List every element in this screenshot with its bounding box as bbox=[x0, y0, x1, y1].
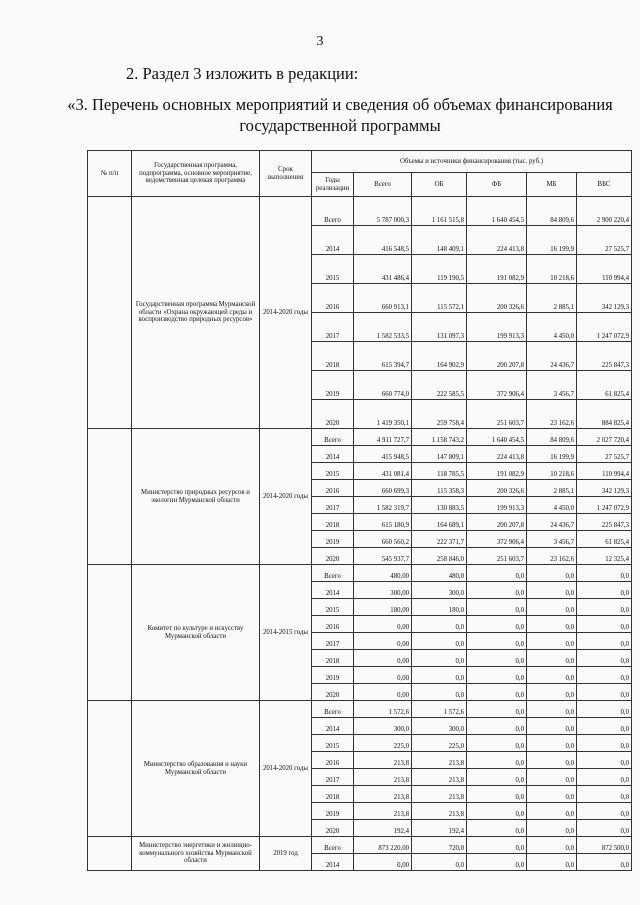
total-cell: 615 180,9 bbox=[354, 514, 412, 531]
ob-cell: 0,0 bbox=[412, 854, 467, 871]
year-cell: 2016 bbox=[312, 480, 354, 497]
vbs-cell: 0,0 bbox=[577, 650, 632, 667]
ob-cell: 259 758,4 bbox=[412, 400, 467, 429]
mb-cell: 0,0 bbox=[527, 582, 577, 599]
row-number-cell bbox=[88, 565, 132, 701]
mb-cell: 0,0 bbox=[527, 599, 577, 616]
vbs-cell: 0,0 bbox=[577, 684, 632, 701]
mb-cell: 4 450,0 bbox=[527, 313, 577, 342]
total-cell: 1 572,6 bbox=[354, 701, 412, 718]
vbs-cell: 0,0 bbox=[577, 820, 632, 837]
year-cell: Всего bbox=[312, 565, 354, 582]
ob-cell: 118 785,5 bbox=[412, 463, 467, 480]
header-program: Государственная программа, подпрограмма, основное мероприятие, ведомственная целевая программа bbox=[132, 151, 260, 197]
fb-cell: 0,0 bbox=[467, 803, 527, 820]
fb-cell: 0,0 bbox=[467, 582, 527, 599]
mb-cell: 0,0 bbox=[527, 769, 577, 786]
ob-cell: 720,0 bbox=[412, 837, 467, 854]
year-cell: 2017 bbox=[312, 633, 354, 650]
fb-cell: 199 913,3 bbox=[467, 497, 527, 514]
fb-cell: 0,0 bbox=[467, 616, 527, 633]
row-number-cell bbox=[88, 197, 132, 429]
mb-cell: 0,0 bbox=[527, 667, 577, 684]
page-number: 3 bbox=[316, 34, 324, 49]
ob-cell: 119 190,5 bbox=[412, 255, 467, 284]
mb-cell: 16 199,9 bbox=[527, 446, 577, 463]
mb-cell: 0,0 bbox=[527, 684, 577, 701]
vbs-cell: 225 847,3 bbox=[577, 514, 632, 531]
vbs-cell: 884 825,4 bbox=[577, 400, 632, 429]
mb-cell: 4 450,0 bbox=[527, 497, 577, 514]
fb-cell: 0,0 bbox=[467, 599, 527, 616]
fb-cell: 0,0 bbox=[467, 735, 527, 752]
fb-cell: 0,0 bbox=[467, 684, 527, 701]
ob-cell: 115 358,3 bbox=[412, 480, 467, 497]
year-cell: 2020 bbox=[312, 684, 354, 701]
year-cell: 2014 bbox=[312, 582, 354, 599]
vbs-cell: 0,0 bbox=[577, 565, 632, 582]
program-term: 2019 год bbox=[260, 837, 312, 871]
total-cell: 415 948,5 bbox=[354, 446, 412, 463]
fb-cell: 251 603,7 bbox=[467, 548, 527, 565]
financing-table bbox=[87, 150, 632, 871]
fb-cell: 372 906,4 bbox=[467, 371, 527, 400]
header-fb: ФБ bbox=[467, 173, 527, 197]
total-cell: 0,00 bbox=[354, 854, 412, 871]
fb-cell: 199 913,3 bbox=[467, 313, 527, 342]
ob-cell: 0,0 bbox=[412, 684, 467, 701]
mb-cell: 0,0 bbox=[527, 565, 577, 582]
mb-cell: 24 436,7 bbox=[527, 514, 577, 531]
year-cell: 2017 bbox=[312, 313, 354, 342]
fb-cell: 372 906,4 bbox=[467, 531, 527, 548]
fb-cell: 0,0 bbox=[467, 786, 527, 803]
fb-cell: 0,0 bbox=[467, 633, 527, 650]
mb-cell: 0,0 bbox=[527, 803, 577, 820]
mb-cell: 0,0 bbox=[527, 735, 577, 752]
fb-cell: 0,0 bbox=[467, 565, 527, 582]
vbs-cell: 342 129,3 bbox=[577, 284, 632, 313]
program-name: Министерство образования и науки Мурманской области bbox=[132, 701, 260, 837]
total-cell: 660 560,2 bbox=[354, 531, 412, 548]
mb-cell: 10 218,6 bbox=[527, 463, 577, 480]
ob-cell: 300,0 bbox=[412, 582, 467, 599]
ob-cell: 0,0 bbox=[412, 616, 467, 633]
mb-cell: 2 885,1 bbox=[527, 284, 577, 313]
program-name: Министерство энергетики и жилищно-коммунального хозяйства Мурманской области bbox=[132, 837, 260, 871]
ob-cell: 147 809,1 bbox=[412, 446, 467, 463]
year-cell: 2014 bbox=[312, 226, 354, 255]
vbs-cell: 0,0 bbox=[577, 599, 632, 616]
fb-cell: 1 640 454,5 bbox=[467, 197, 527, 226]
vbs-cell: 872 500,0 bbox=[577, 837, 632, 854]
vbs-cell: 61 825,4 bbox=[577, 371, 632, 400]
table-row bbox=[88, 565, 632, 582]
header-mb: МБ bbox=[527, 173, 577, 197]
header-volumes: Объемы и источники финансирования (тыс. руб.) bbox=[312, 151, 632, 173]
fb-cell: 0,0 bbox=[467, 718, 527, 735]
mb-cell: 3 456,7 bbox=[527, 531, 577, 548]
total-cell: 192,4 bbox=[354, 820, 412, 837]
mb-cell: 0,0 bbox=[527, 786, 577, 803]
total-cell: 615 394,7 bbox=[354, 342, 412, 371]
fb-cell: 0,0 bbox=[467, 837, 527, 854]
total-cell: 1 582 533,5 bbox=[354, 313, 412, 342]
row-number-cell bbox=[88, 701, 132, 837]
ob-cell: 258 846,0 bbox=[412, 548, 467, 565]
intro-line: 2. Раздел 3 изложить в редакции: bbox=[126, 64, 359, 83]
row-number-cell bbox=[88, 429, 132, 565]
header-years: Годы реализации bbox=[312, 173, 354, 197]
mb-cell: 2 885,1 bbox=[527, 480, 577, 497]
ob-cell: 0,0 bbox=[412, 650, 467, 667]
year-cell: 2019 bbox=[312, 667, 354, 684]
table-row bbox=[88, 197, 632, 226]
total-cell: 0,00 bbox=[354, 667, 412, 684]
vbs-cell: 0,0 bbox=[577, 616, 632, 633]
total-cell: 0,00 bbox=[354, 616, 412, 633]
ob-cell: 1 572,6 bbox=[412, 701, 467, 718]
vbs-cell: 0,0 bbox=[577, 752, 632, 769]
vbs-cell: 61 825,4 bbox=[577, 531, 632, 548]
total-cell: 0,00 bbox=[354, 633, 412, 650]
mb-cell: 0,0 bbox=[527, 701, 577, 718]
year-cell: 2014 bbox=[312, 446, 354, 463]
header-total: Всего bbox=[354, 173, 412, 197]
mb-cell: 84 809,6 bbox=[527, 429, 577, 446]
row-number-cell bbox=[88, 837, 132, 871]
year-cell: 2020 bbox=[312, 548, 354, 565]
year-cell: 2016 bbox=[312, 616, 354, 633]
total-cell: 213,8 bbox=[354, 803, 412, 820]
total-cell: 431 486,4 bbox=[354, 255, 412, 284]
program-name: Государственная программа Мурманской области «Охрана окружающей среды и воспроизводство природных ресурсов» bbox=[132, 197, 260, 429]
fb-cell: 200 326,6 bbox=[467, 284, 527, 313]
total-cell: 213,8 bbox=[354, 752, 412, 769]
section-heading: «3. Перечень основных мероприятий и сведения об объемах финансирования государственной программы bbox=[67, 95, 613, 135]
mb-cell: 0,0 bbox=[527, 837, 577, 854]
fb-cell: 224 413,8 bbox=[467, 226, 527, 255]
total-cell: 180,00 bbox=[354, 599, 412, 616]
year-cell: 2016 bbox=[312, 284, 354, 313]
program-term: 2014-2020 годы bbox=[260, 429, 312, 565]
fb-cell: 200 207,8 bbox=[467, 514, 527, 531]
year-cell: 2018 bbox=[312, 650, 354, 667]
mb-cell: 0,0 bbox=[527, 633, 577, 650]
vbs-cell: 2 027 720,4 bbox=[577, 429, 632, 446]
ob-cell: 213,8 bbox=[412, 752, 467, 769]
year-cell: 2020 bbox=[312, 820, 354, 837]
year-cell: 2020 bbox=[312, 400, 354, 429]
vbs-cell: 0,0 bbox=[577, 667, 632, 684]
vbs-cell: 1 247 072,9 bbox=[577, 497, 632, 514]
total-cell: 213,8 bbox=[354, 769, 412, 786]
total-cell: 1 419 350,1 bbox=[354, 400, 412, 429]
vbs-cell: 0,0 bbox=[577, 633, 632, 650]
year-cell: 2018 bbox=[312, 514, 354, 531]
table-row bbox=[88, 837, 632, 854]
vbs-cell: 225 847,3 bbox=[577, 342, 632, 371]
ob-cell: 300,0 bbox=[412, 718, 467, 735]
ob-cell: 222 371,7 bbox=[412, 531, 467, 548]
table-body bbox=[88, 197, 632, 871]
vbs-cell: 0,0 bbox=[577, 786, 632, 803]
ob-cell: 1 161 515,8 bbox=[412, 197, 467, 226]
year-cell: 2019 bbox=[312, 531, 354, 548]
year-cell: 2019 bbox=[312, 371, 354, 400]
total-cell: 213,8 bbox=[354, 786, 412, 803]
fb-cell: 200 326,6 bbox=[467, 480, 527, 497]
mb-cell: 0,0 bbox=[527, 718, 577, 735]
vbs-cell: 0,0 bbox=[577, 701, 632, 718]
year-cell: 2019 bbox=[312, 803, 354, 820]
year-cell: 2015 bbox=[312, 463, 354, 480]
total-cell: 873 220,00 bbox=[354, 837, 412, 854]
fb-cell: 0,0 bbox=[467, 854, 527, 871]
year-cell: Всего bbox=[312, 197, 354, 226]
vbs-cell: 0,0 bbox=[577, 769, 632, 786]
fb-cell: 0,0 bbox=[467, 752, 527, 769]
fb-cell: 200 207,8 bbox=[467, 342, 527, 371]
vbs-cell: 110 994,4 bbox=[577, 255, 632, 284]
program-term: 2014-2015 годы bbox=[260, 565, 312, 701]
fb-cell: 191 082,9 bbox=[467, 255, 527, 284]
vbs-cell: 0,0 bbox=[577, 735, 632, 752]
ob-cell: 0,0 bbox=[412, 633, 467, 650]
total-cell: 300,0 bbox=[354, 718, 412, 735]
ob-cell: 222 585,5 bbox=[412, 371, 467, 400]
year-cell: Всего bbox=[312, 429, 354, 446]
table-row bbox=[88, 701, 632, 718]
fb-cell: 224 413,8 bbox=[467, 446, 527, 463]
ob-cell: 480,0 bbox=[412, 565, 467, 582]
total-cell: 660 913,1 bbox=[354, 284, 412, 313]
mb-cell: 0,0 bbox=[527, 752, 577, 769]
ob-cell: 0,0 bbox=[412, 667, 467, 684]
total-cell: 480,00 bbox=[354, 565, 412, 582]
mb-cell: 24 436,7 bbox=[527, 342, 577, 371]
fb-cell: 191 082,9 bbox=[467, 463, 527, 480]
year-cell: 2016 bbox=[312, 752, 354, 769]
program-name: Комитет по культуре и искусству Мурманской области bbox=[132, 565, 260, 701]
ob-cell: 130 883,5 bbox=[412, 497, 467, 514]
program-term: 2014-2020 годы bbox=[260, 197, 312, 429]
mb-cell: 23 162,6 bbox=[527, 548, 577, 565]
total-cell: 416 548,5 bbox=[354, 226, 412, 255]
mb-cell: 0,0 bbox=[527, 854, 577, 871]
ob-cell: 180,0 bbox=[412, 599, 467, 616]
mb-cell: 84 809,6 bbox=[527, 197, 577, 226]
total-cell: 660 699,3 bbox=[354, 480, 412, 497]
fb-cell: 0,0 bbox=[467, 769, 527, 786]
year-cell: 2015 bbox=[312, 735, 354, 752]
mb-cell: 0,0 bbox=[527, 616, 577, 633]
year-cell: 2018 bbox=[312, 786, 354, 803]
ob-cell: 115 572,1 bbox=[412, 284, 467, 313]
total-cell: 225,0 bbox=[354, 735, 412, 752]
header-vbs: ВБС bbox=[577, 173, 632, 197]
total-cell: 431 081,4 bbox=[354, 463, 412, 480]
total-cell: 0,00 bbox=[354, 684, 412, 701]
total-cell: 4 911 727,7 bbox=[354, 429, 412, 446]
year-cell: Всего bbox=[312, 837, 354, 854]
vbs-cell: 2 900 220,4 bbox=[577, 197, 632, 226]
fb-cell: 0,0 bbox=[467, 667, 527, 684]
header-term: Срок выполнения bbox=[260, 151, 312, 197]
total-cell: 660 774,0 bbox=[354, 371, 412, 400]
ob-cell: 131 097,3 bbox=[412, 313, 467, 342]
year-cell: Всего bbox=[312, 701, 354, 718]
year-cell: 2014 bbox=[312, 718, 354, 735]
vbs-cell: 342 129,3 bbox=[577, 480, 632, 497]
vbs-cell: 0,0 bbox=[577, 803, 632, 820]
year-cell: 2017 bbox=[312, 497, 354, 514]
ob-cell: 192,4 bbox=[412, 820, 467, 837]
vbs-cell: 0,0 bbox=[577, 582, 632, 599]
year-cell: 2015 bbox=[312, 255, 354, 284]
header-ob: ОБ bbox=[412, 173, 467, 197]
ob-cell: 213,8 bbox=[412, 786, 467, 803]
vbs-cell: 12 325,4 bbox=[577, 548, 632, 565]
program-name: Министерство природных ресурсов и экологии Мурманской области bbox=[132, 429, 260, 565]
year-cell: 2014 bbox=[312, 854, 354, 871]
year-cell: 2015 bbox=[312, 599, 354, 616]
fb-cell: 0,0 bbox=[467, 820, 527, 837]
ob-cell: 213,8 bbox=[412, 803, 467, 820]
program-term: 2014-2020 годы bbox=[260, 701, 312, 837]
fb-cell: 251 603,7 bbox=[467, 400, 527, 429]
vbs-cell: 1 247 072,9 bbox=[577, 313, 632, 342]
mb-cell: 16 199,9 bbox=[527, 226, 577, 255]
vbs-cell: 0,0 bbox=[577, 718, 632, 735]
total-cell: 545 937,7 bbox=[354, 548, 412, 565]
vbs-cell: 0,0 bbox=[577, 854, 632, 871]
year-cell: 2017 bbox=[312, 769, 354, 786]
year-cell: 2018 bbox=[312, 342, 354, 371]
mb-cell: 3 456,7 bbox=[527, 371, 577, 400]
ob-cell: 213,8 bbox=[412, 769, 467, 786]
total-cell: 300,00 bbox=[354, 582, 412, 599]
vbs-cell: 27 525,7 bbox=[577, 226, 632, 255]
mb-cell: 0,0 bbox=[527, 820, 577, 837]
mb-cell: 10 218,6 bbox=[527, 255, 577, 284]
total-cell: 5 787 000,3 bbox=[354, 197, 412, 226]
total-cell: 0,00 bbox=[354, 650, 412, 667]
vbs-cell: 27 525,7 bbox=[577, 446, 632, 463]
ob-cell: 148 409,1 bbox=[412, 226, 467, 255]
ob-cell: 225,0 bbox=[412, 735, 467, 752]
table-row bbox=[88, 429, 632, 446]
fb-cell: 1 640 454,5 bbox=[467, 429, 527, 446]
mb-cell: 23 162,6 bbox=[527, 400, 577, 429]
header-num: № п/п bbox=[88, 151, 132, 197]
fb-cell: 0,0 bbox=[467, 701, 527, 718]
ob-cell: 164 689,1 bbox=[412, 514, 467, 531]
mb-cell: 0,0 bbox=[527, 650, 577, 667]
vbs-cell: 110 994,4 bbox=[577, 463, 632, 480]
ob-cell: 1 158 743,2 bbox=[412, 429, 467, 446]
fb-cell: 0,0 bbox=[467, 650, 527, 667]
total-cell: 1 582 319,7 bbox=[354, 497, 412, 514]
ob-cell: 164 902,9 bbox=[412, 342, 467, 371]
